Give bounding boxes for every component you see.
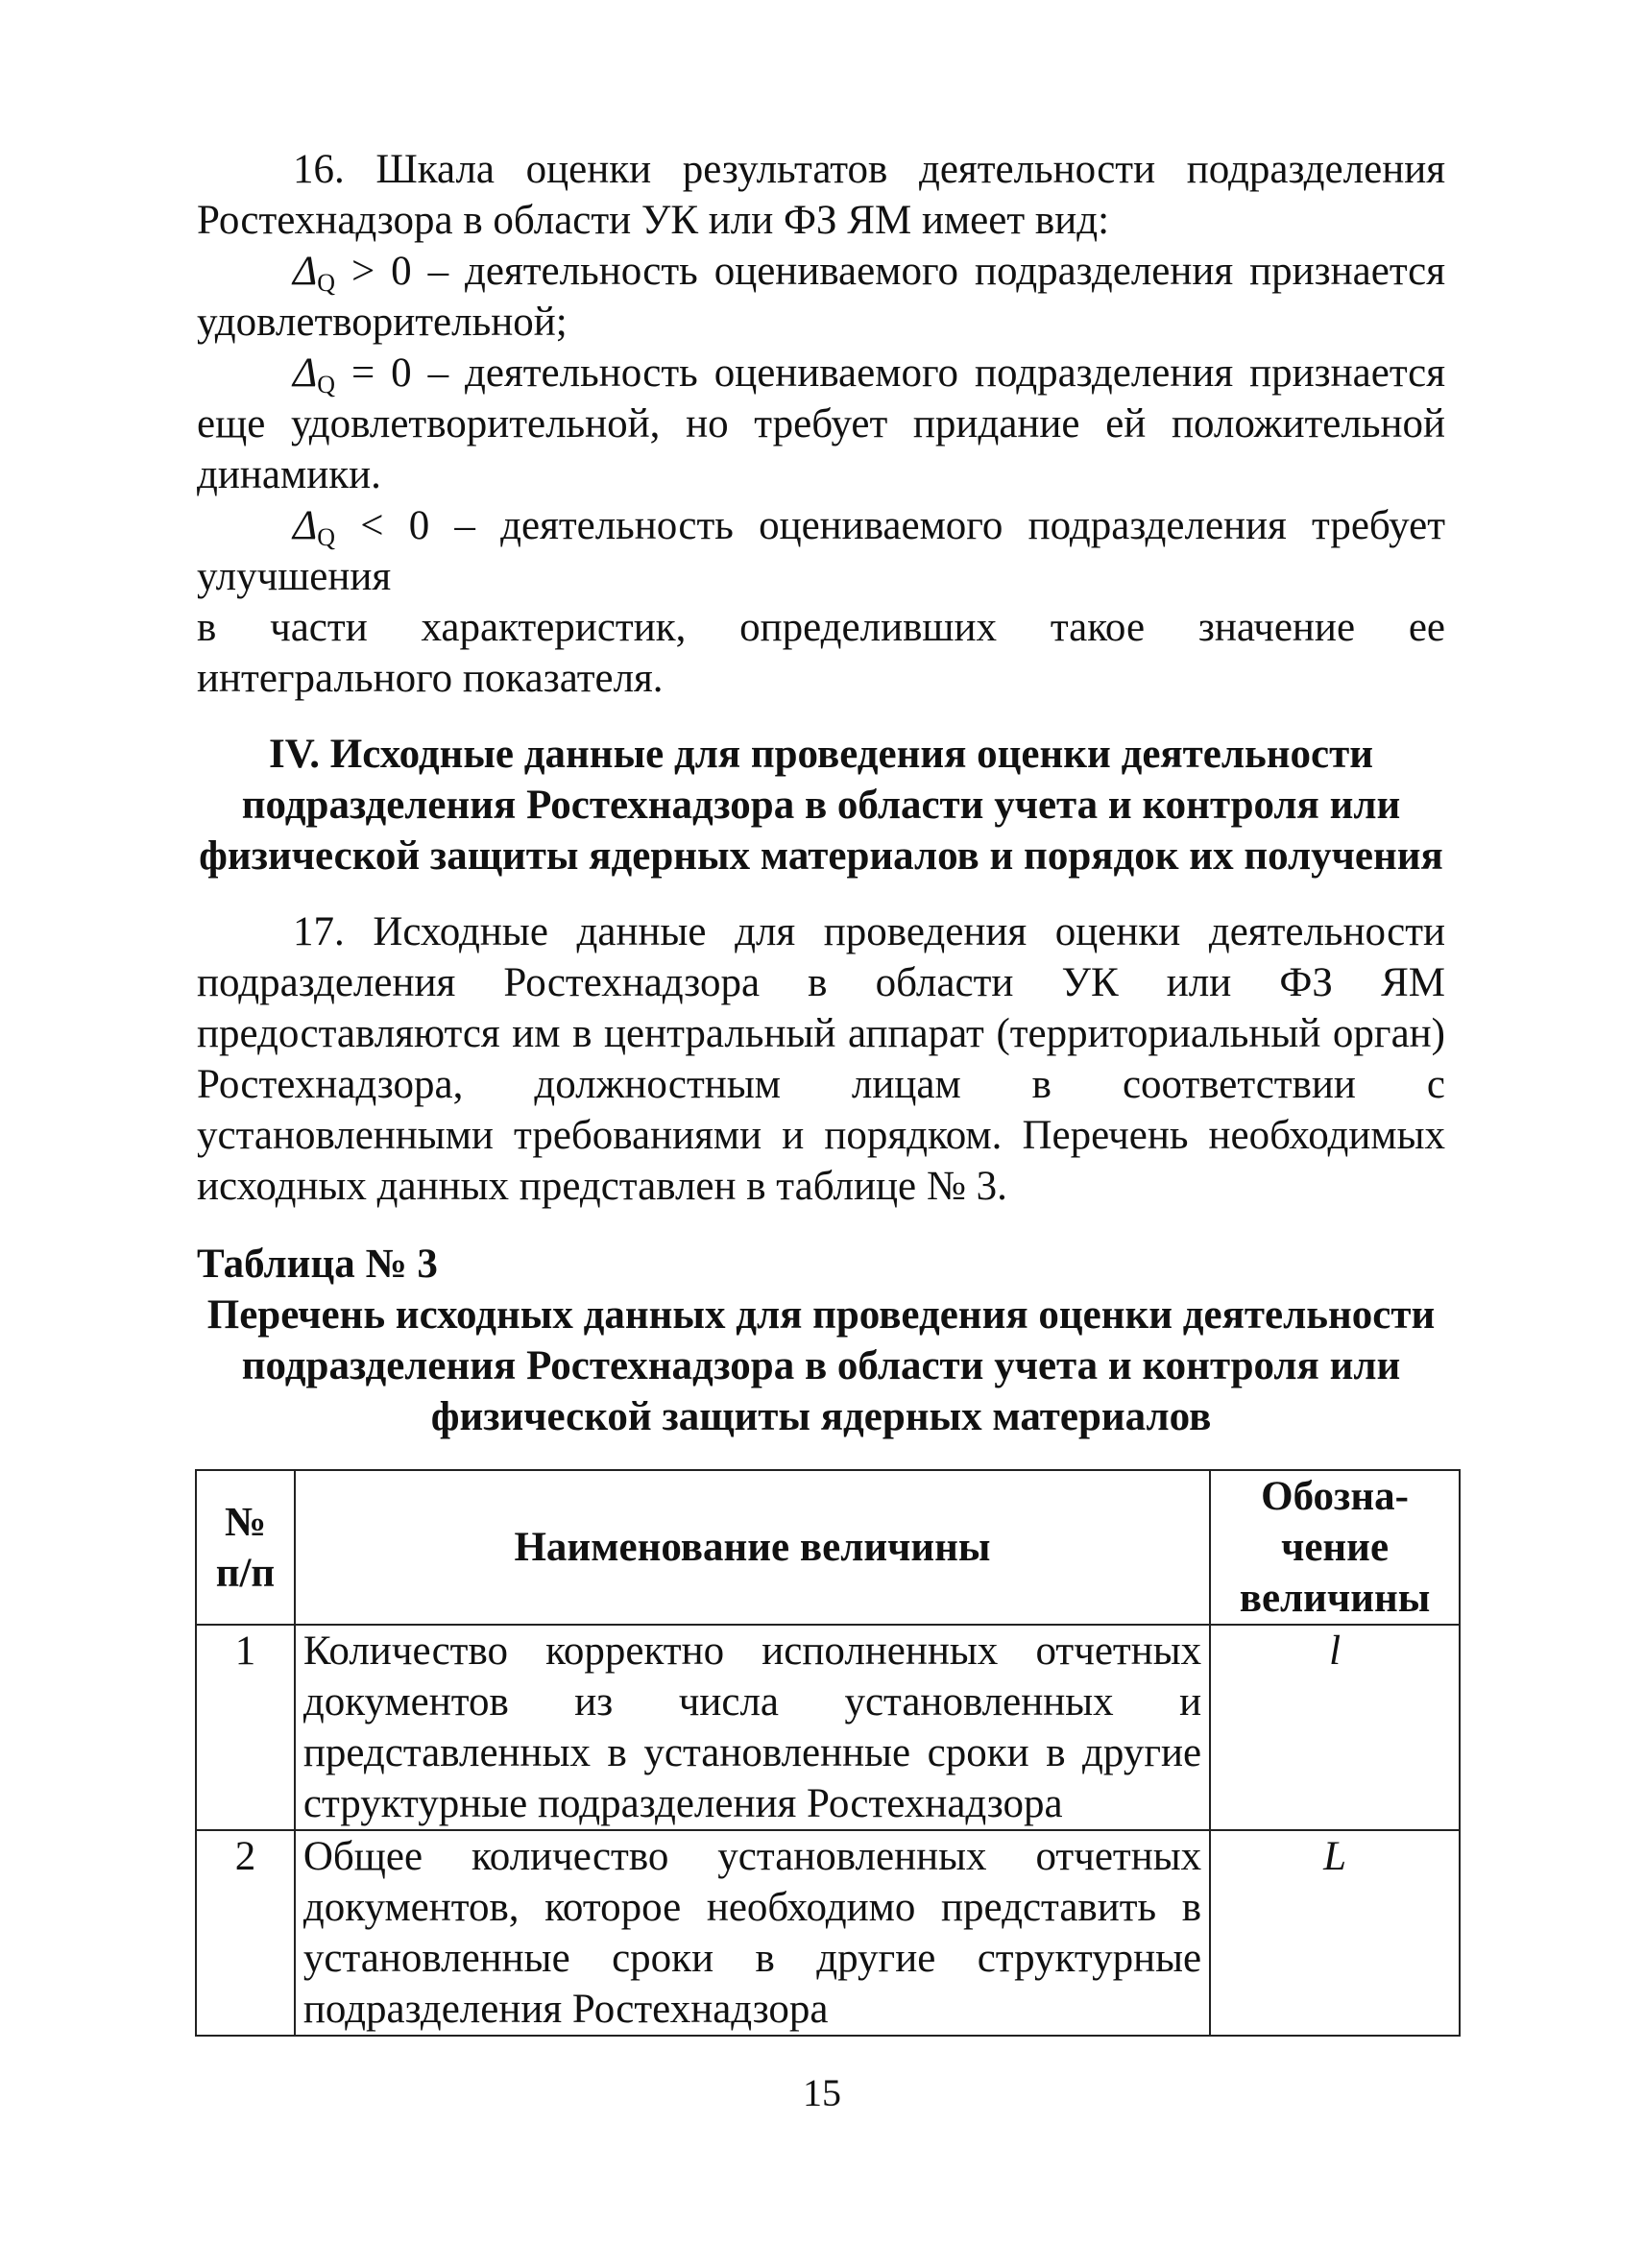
source-data-table xyxy=(195,1469,1461,2037)
delta-case-text: – деятельность оцениваемого подразделения признается удовлетворительной; xyxy=(197,249,1445,345)
delta-case-text: – деятельность оцениваемого подразделения требует улучшения xyxy=(197,503,1445,599)
delta-relation: > 0 xyxy=(335,249,412,294)
delta-relation: < 0 xyxy=(335,503,430,548)
section-4-heading: IV. Исходные данные для проведения оценки деятельности подразделения Ростехнадзора в области учета и контроля или физической защиты ядерных материалов и порядок их получения xyxy=(199,732,1443,879)
table-label: Таблица № 3 xyxy=(197,1242,438,1287)
table-row xyxy=(196,1830,1460,2036)
row-symbol: l xyxy=(1210,1625,1460,1830)
table-row xyxy=(196,1625,1460,1830)
row-symbol: L xyxy=(1210,1830,1460,2036)
row-name: Количество корректно исполненных отчетных документов из числа установленных и представленных в установленные сроки в другие структурные подразделения Ростехнадзора xyxy=(295,1625,1210,1830)
delta-case-positive xyxy=(197,246,1445,348)
page-number: 15 xyxy=(803,2071,841,2114)
header-num: № п/п xyxy=(196,1470,295,1625)
table-header-row xyxy=(196,1470,1460,1625)
delta-case-zero xyxy=(197,348,1445,500)
delta-case-negative xyxy=(197,500,1445,602)
delta-relation: = 0 xyxy=(335,350,412,396)
section-16-continuation: в части характеристик, определивших такое значение ее интегрального показателя. xyxy=(197,605,1445,701)
row-num: 1 xyxy=(196,1625,295,1830)
table-title: Перечень исходных данных для проведения оценки деятельности подразделения Ростехнадзора в области учета и контроля или физической защиты ядерных материалов xyxy=(206,1292,1436,1439)
document-page xyxy=(197,144,1445,2037)
section-17-text: 17. Исходные данные для проведения оценки деятельности подразделения Ростехнадзора в области УК или ФЗ ЯМ предоставляются им в центральный аппарат (территориальный орган) Ростехнадзора, должностным лицам в соответствии с установленными требованиями и порядком. Перечень необходимых исходных данных представлен в таблице № 3. xyxy=(197,909,1445,1209)
row-name: Общее количество установленных отчетных документов, которое необходимо представить в установленные сроки в другие структурные подразделения Ростехнадзора xyxy=(295,1830,1210,2036)
header-symbol: Обозна-чение величины xyxy=(1210,1470,1460,1625)
header-name: Наименование величины xyxy=(295,1470,1210,1625)
delta-symbol: $\Delta_Q$ xyxy=(293,503,336,551)
delta-symbol: $\Delta_Q$ xyxy=(293,350,336,398)
delta-symbol: $\Delta_Q$ xyxy=(293,249,336,297)
row-num: 2 xyxy=(196,1830,295,2036)
section-16-intro: 16. Шкала оценки результатов деятельности подразделения Ростехнадзора в области УК или ФЗ ЯМ имеет вид: xyxy=(197,147,1445,243)
delta-case-text: – деятельность оцениваемого подразделения признается еще удовлетворительной, но требует придание ей положительной динамики. xyxy=(197,350,1445,497)
